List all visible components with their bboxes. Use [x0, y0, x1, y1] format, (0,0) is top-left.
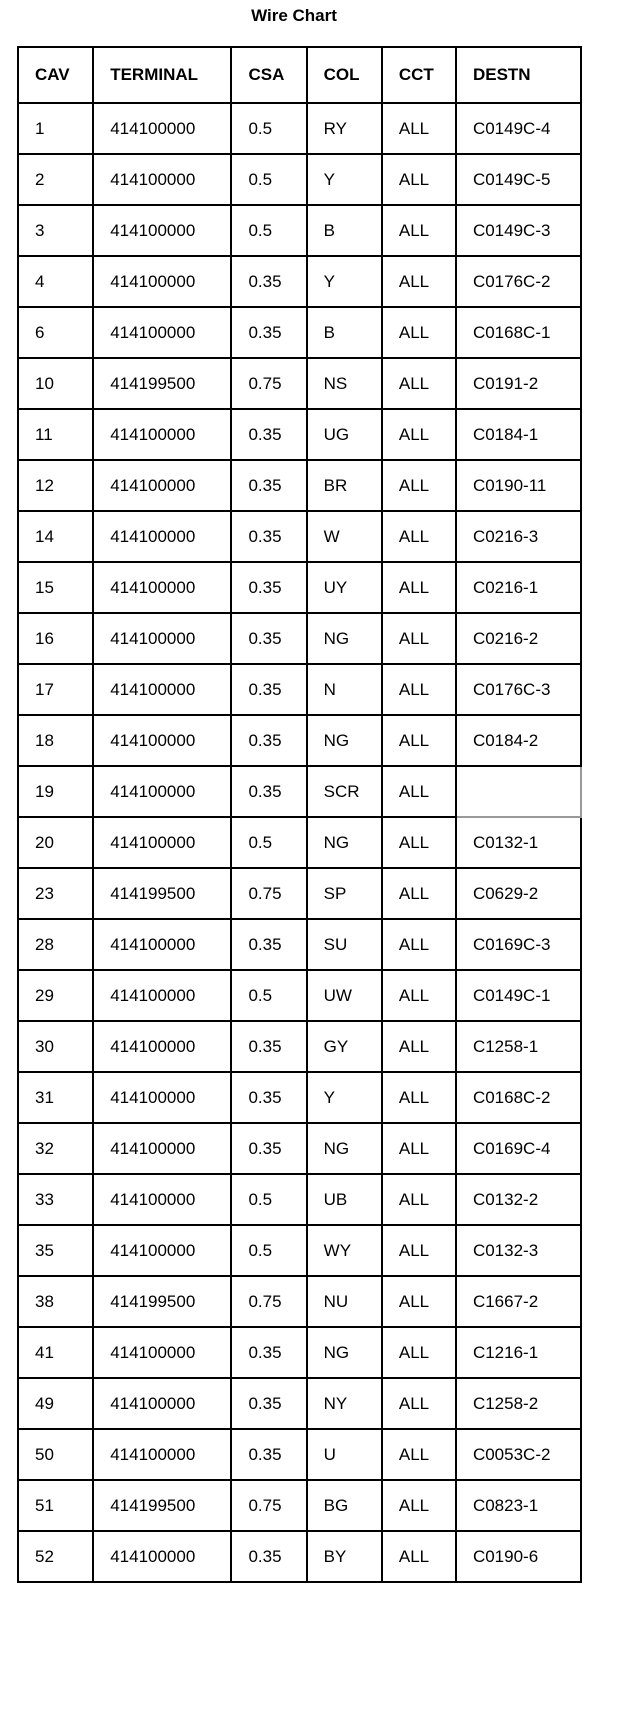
table-row — [18, 511, 581, 562]
cav-cell: 4 — [18, 256, 93, 307]
cav-cell: 23 — [18, 868, 93, 919]
cav-cell: 14 — [18, 511, 93, 562]
table-row — [18, 1021, 581, 1072]
col-cell: NG — [307, 613, 382, 664]
cav-cell: 52 — [18, 1531, 93, 1582]
destn-cell: C0216-3 — [456, 511, 581, 562]
destn-cell: C0053C-2 — [456, 1429, 581, 1480]
col-cell: B — [307, 307, 382, 358]
cav-cell: 41 — [18, 1327, 93, 1378]
cav-cell: 50 — [18, 1429, 93, 1480]
destn-cell: C0149C-5 — [456, 154, 581, 205]
cav-cell: 16 — [18, 613, 93, 664]
cct-cell: ALL — [382, 205, 456, 256]
csa-cell: 0.35 — [231, 511, 306, 562]
col-cell: UW — [307, 970, 382, 1021]
cct-cell: ALL — [382, 358, 456, 409]
cav-cell: 19 — [18, 766, 93, 817]
destn-cell: C1258-1 — [456, 1021, 581, 1072]
col-cell: NG — [307, 715, 382, 766]
csa-cell: 0.35 — [231, 1531, 306, 1582]
cav-cell: 33 — [18, 1174, 93, 1225]
terminal-cell: 414199500 — [93, 1276, 231, 1327]
destn-cell: C0176C-3 — [456, 664, 581, 715]
column-header-cct: CCT — [382, 47, 456, 103]
terminal-cell: 414100000 — [93, 817, 231, 868]
csa-cell: 0.35 — [231, 1378, 306, 1429]
col-cell: N — [307, 664, 382, 715]
cct-cell: ALL — [382, 256, 456, 307]
destn-cell: C0216-2 — [456, 613, 581, 664]
cav-cell: 12 — [18, 460, 93, 511]
cct-cell: ALL — [382, 1174, 456, 1225]
csa-cell: 0.35 — [231, 1021, 306, 1072]
table-row — [18, 358, 581, 409]
col-cell: NY — [307, 1378, 382, 1429]
terminal-cell: 414100000 — [93, 613, 231, 664]
terminal-cell: 414100000 — [93, 562, 231, 613]
col-cell: BR — [307, 460, 382, 511]
terminal-cell: 414100000 — [93, 970, 231, 1021]
cct-cell: ALL — [382, 409, 456, 460]
csa-cell: 0.35 — [231, 307, 306, 358]
terminal-cell: 414100000 — [93, 511, 231, 562]
table-row — [18, 256, 581, 307]
terminal-cell: 414100000 — [93, 1225, 231, 1276]
cct-cell: ALL — [382, 1225, 456, 1276]
cct-cell: ALL — [382, 1072, 456, 1123]
col-cell: Y — [307, 1072, 382, 1123]
cct-cell: ALL — [382, 715, 456, 766]
cav-cell: 38 — [18, 1276, 93, 1327]
destn-cell: C0823-1 — [456, 1480, 581, 1531]
column-header-csa: CSA — [231, 47, 306, 103]
csa-cell: 0.35 — [231, 256, 306, 307]
csa-cell: 0.5 — [231, 970, 306, 1021]
col-cell: NG — [307, 1327, 382, 1378]
cav-cell: 11 — [18, 409, 93, 460]
terminal-cell: 414100000 — [93, 1123, 231, 1174]
table-row — [18, 562, 581, 613]
cav-cell: 6 — [18, 307, 93, 358]
table-row — [18, 1174, 581, 1225]
table-row — [18, 1123, 581, 1174]
destn-cell: C0149C-4 — [456, 103, 581, 154]
header-row — [18, 47, 581, 103]
col-cell: NG — [307, 1123, 382, 1174]
col-cell: UG — [307, 409, 382, 460]
table-row — [18, 817, 581, 868]
csa-cell: 0.75 — [231, 358, 306, 409]
destn-cell: C0169C-3 — [456, 919, 581, 970]
cct-cell: ALL — [382, 766, 456, 817]
cct-cell: ALL — [382, 511, 456, 562]
table-row — [18, 409, 581, 460]
csa-cell: 0.5 — [231, 1174, 306, 1225]
terminal-cell: 414100000 — [93, 1378, 231, 1429]
terminal-cell: 414100000 — [93, 460, 231, 511]
col-cell: BY — [307, 1531, 382, 1582]
cav-cell: 1 — [18, 103, 93, 154]
terminal-cell: 414100000 — [93, 1072, 231, 1123]
col-cell: BG — [307, 1480, 382, 1531]
table-body — [18, 103, 581, 1582]
table-row — [18, 1327, 581, 1378]
terminal-cell: 414100000 — [93, 1327, 231, 1378]
cct-cell: ALL — [382, 460, 456, 511]
col-cell: UB — [307, 1174, 382, 1225]
destn-cell — [456, 766, 581, 817]
cct-cell: ALL — [382, 562, 456, 613]
terminal-cell: 414100000 — [93, 103, 231, 154]
cct-cell: ALL — [382, 1429, 456, 1480]
csa-cell: 0.75 — [231, 868, 306, 919]
cav-cell: 32 — [18, 1123, 93, 1174]
cct-cell: ALL — [382, 1021, 456, 1072]
destn-cell: C0191-2 — [456, 358, 581, 409]
destn-cell: C0149C-3 — [456, 205, 581, 256]
col-cell: WY — [307, 1225, 382, 1276]
col-cell: SCR — [307, 766, 382, 817]
terminal-cell: 414100000 — [93, 919, 231, 970]
cct-cell: ALL — [382, 1276, 456, 1327]
col-cell: SU — [307, 919, 382, 970]
terminal-cell: 414100000 — [93, 664, 231, 715]
col-cell: Y — [307, 154, 382, 205]
table-row — [18, 1225, 581, 1276]
column-header-terminal: TERMINAL — [93, 47, 231, 103]
csa-cell: 0.35 — [231, 1072, 306, 1123]
terminal-cell: 414199500 — [93, 358, 231, 409]
terminal-cell: 414100000 — [93, 715, 231, 766]
cav-cell: 18 — [18, 715, 93, 766]
terminal-cell: 414100000 — [93, 409, 231, 460]
destn-cell: C0168C-1 — [456, 307, 581, 358]
cct-cell: ALL — [382, 1327, 456, 1378]
cav-cell: 3 — [18, 205, 93, 256]
destn-cell: C0149C-1 — [456, 970, 581, 1021]
csa-cell: 0.5 — [231, 154, 306, 205]
table-row — [18, 766, 581, 817]
cct-cell: ALL — [382, 1378, 456, 1429]
table-row — [18, 154, 581, 205]
col-cell: U — [307, 1429, 382, 1480]
table-row — [18, 868, 581, 919]
cct-cell: ALL — [382, 307, 456, 358]
cct-cell: ALL — [382, 613, 456, 664]
csa-cell: 0.35 — [231, 715, 306, 766]
col-cell: NU — [307, 1276, 382, 1327]
cav-cell: 35 — [18, 1225, 93, 1276]
cav-cell: 17 — [18, 664, 93, 715]
csa-cell: 0.35 — [231, 1327, 306, 1378]
col-cell: NS — [307, 358, 382, 409]
col-cell: B — [307, 205, 382, 256]
wire-chart-table — [17, 46, 582, 1583]
table-row — [18, 664, 581, 715]
column-header-col: COL — [307, 47, 382, 103]
cct-cell: ALL — [382, 1531, 456, 1582]
table-row — [18, 715, 581, 766]
destn-cell: C0629-2 — [456, 868, 581, 919]
cct-cell: ALL — [382, 868, 456, 919]
table-row — [18, 970, 581, 1021]
table-row — [18, 205, 581, 256]
table-row — [18, 1429, 581, 1480]
csa-cell: 0.5 — [231, 817, 306, 868]
destn-cell: C0169C-4 — [456, 1123, 581, 1174]
csa-cell: 0.35 — [231, 766, 306, 817]
csa-cell: 0.75 — [231, 1480, 306, 1531]
terminal-cell: 414100000 — [93, 1021, 231, 1072]
terminal-cell: 414199500 — [93, 868, 231, 919]
cct-cell: ALL — [382, 664, 456, 715]
table-row — [18, 307, 581, 358]
col-cell: UY — [307, 562, 382, 613]
destn-cell: C0190-11 — [456, 460, 581, 511]
terminal-cell: 414100000 — [93, 766, 231, 817]
cct-cell: ALL — [382, 1480, 456, 1531]
cav-cell: 49 — [18, 1378, 93, 1429]
page-title: Wire Chart — [251, 6, 337, 25]
table-row — [18, 460, 581, 511]
col-cell: W — [307, 511, 382, 562]
cct-cell: ALL — [382, 154, 456, 205]
cav-cell: 2 — [18, 154, 93, 205]
csa-cell: 0.35 — [231, 1123, 306, 1174]
csa-cell: 0.35 — [231, 460, 306, 511]
cav-cell: 29 — [18, 970, 93, 1021]
cct-cell: ALL — [382, 103, 456, 154]
destn-cell: C0132-1 — [456, 817, 581, 868]
cav-cell: 10 — [18, 358, 93, 409]
cav-cell: 31 — [18, 1072, 93, 1123]
csa-cell: 0.35 — [231, 919, 306, 970]
csa-cell: 0.35 — [231, 664, 306, 715]
terminal-cell: 414100000 — [93, 1531, 231, 1582]
table-row — [18, 1072, 581, 1123]
terminal-cell: 414199500 — [93, 1480, 231, 1531]
csa-cell: 0.75 — [231, 1276, 306, 1327]
cav-cell: 28 — [18, 919, 93, 970]
terminal-cell: 414100000 — [93, 205, 231, 256]
destn-cell: C0190-6 — [456, 1531, 581, 1582]
cct-cell: ALL — [382, 970, 456, 1021]
col-cell: SP — [307, 868, 382, 919]
csa-cell: 0.5 — [231, 1225, 306, 1276]
terminal-cell: 414100000 — [93, 154, 231, 205]
destn-cell: C1216-1 — [456, 1327, 581, 1378]
col-cell: NG — [307, 817, 382, 868]
csa-cell: 0.35 — [231, 613, 306, 664]
csa-cell: 0.35 — [231, 562, 306, 613]
col-cell: GY — [307, 1021, 382, 1072]
cct-cell: ALL — [382, 1123, 456, 1174]
destn-cell: C0132-3 — [456, 1225, 581, 1276]
destn-cell: C0184-2 — [456, 715, 581, 766]
col-cell: Y — [307, 256, 382, 307]
cav-cell: 51 — [18, 1480, 93, 1531]
column-header-destn: DESTN — [456, 47, 581, 103]
destn-cell: C1258-2 — [456, 1378, 581, 1429]
destn-cell: C0184-1 — [456, 409, 581, 460]
destn-cell: C0132-2 — [456, 1174, 581, 1225]
csa-cell: 0.35 — [231, 1429, 306, 1480]
csa-cell: 0.35 — [231, 409, 306, 460]
table-row — [18, 1531, 581, 1582]
terminal-cell: 414100000 — [93, 1174, 231, 1225]
table-row — [18, 1276, 581, 1327]
destn-cell: C0216-1 — [456, 562, 581, 613]
csa-cell: 0.5 — [231, 205, 306, 256]
terminal-cell: 414100000 — [93, 1429, 231, 1480]
cav-cell: 15 — [18, 562, 93, 613]
destn-cell: C0176C-2 — [456, 256, 581, 307]
table-row — [18, 613, 581, 664]
table-row — [18, 919, 581, 970]
table-row — [18, 1378, 581, 1429]
col-cell: RY — [307, 103, 382, 154]
column-header-cav: CAV — [18, 47, 93, 103]
cct-cell: ALL — [382, 817, 456, 868]
csa-cell: 0.5 — [231, 103, 306, 154]
destn-cell: C0168C-2 — [456, 1072, 581, 1123]
terminal-cell: 414100000 — [93, 307, 231, 358]
cav-cell: 30 — [18, 1021, 93, 1072]
terminal-cell: 414100000 — [93, 256, 231, 307]
cct-cell: ALL — [382, 919, 456, 970]
destn-cell: C1667-2 — [456, 1276, 581, 1327]
table-row — [18, 103, 581, 154]
cav-cell: 20 — [18, 817, 93, 868]
table-row — [18, 1480, 581, 1531]
